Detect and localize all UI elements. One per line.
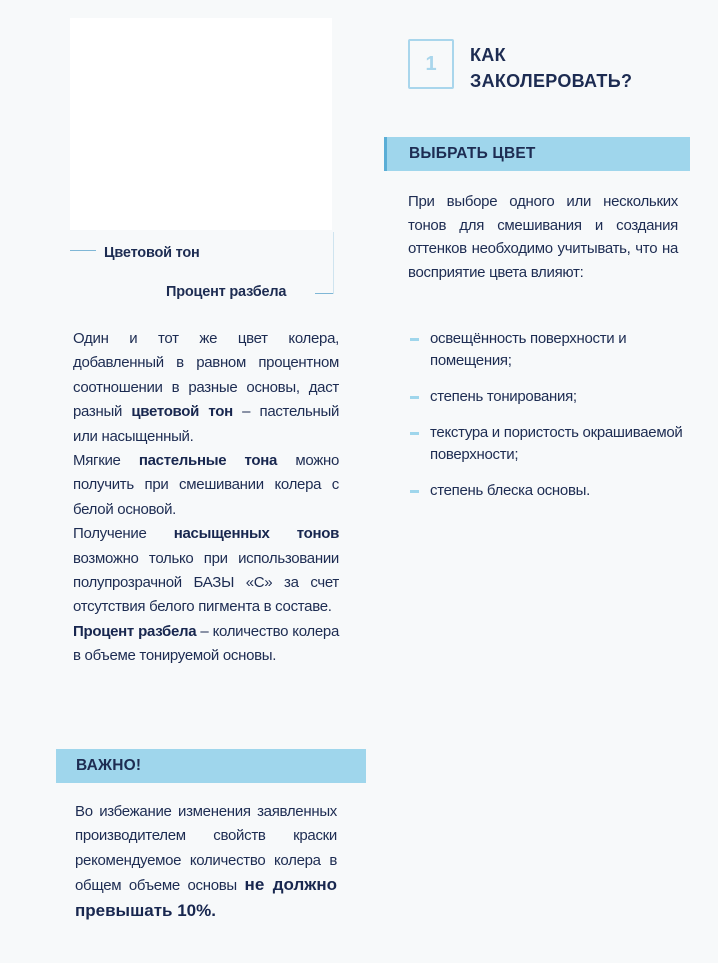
list-item: текстура и пористость окрашиваемой поверхности;	[408, 422, 688, 466]
step-number-box	[408, 39, 454, 89]
paragraph-2: Мягкие пастельные тона можно получить при смешивании колера с белой основой.	[73, 452, 339, 518]
important-bold: не должно превышать 10%.	[75, 875, 337, 920]
callout-line-hue	[70, 250, 96, 251]
list-item: степень блеска основы.	[408, 480, 688, 502]
bullet-marker-icon	[410, 338, 419, 341]
paragraph-3: Получение насыщенных тонов возможно только при использовании полупрозрачной БАЗЫ «С» за счет отсутствия белого пигмента в составе.	[73, 525, 339, 616]
step-title	[470, 42, 632, 94]
paragraph-1: Один и тот же цвет колера, добавленный в равном процентном соотношении в разные основы, даст разный цветовой тон – пастельный или насыщенный.	[73, 330, 340, 445]
select-color-heading-label: ВЫБРАТЬ ЦВЕТ	[409, 145, 536, 162]
callout-vline-tint	[333, 232, 334, 294]
bullet-marker-icon	[410, 490, 419, 493]
step-title-line2: ЗАКОЛЕРОВАТЬ?	[470, 71, 633, 91]
callout-hue: Цветовой тон	[104, 245, 200, 261]
callout-tint-percent: Процент разбела	[166, 284, 287, 300]
select-color-heading	[384, 137, 690, 171]
list-item: освещённость поверхности и помещения;	[408, 328, 688, 372]
influence-factors-list	[408, 328, 688, 516]
select-color-intro: При выборе одного или нескольких тонов для смешивания и создания оттенков необходимо учитывать, что на восприятие цвета влияют:	[408, 193, 678, 281]
list-item: степень тонирования;	[408, 386, 688, 408]
callout-line-tint	[315, 293, 333, 294]
important-text: Во избежание изменения заявленных производителем свойств краски рекомендуемое количество колера в общем объеме основы не должно превышать 10%.	[75, 803, 337, 920]
bullet-marker-icon	[410, 396, 419, 399]
important-heading	[56, 749, 366, 783]
step-number: 1	[425, 52, 437, 75]
step-title-line1: КАК	[470, 45, 506, 65]
paragraph-4: Процент разбела – количество колера в объеме тонируемой основы.	[73, 622, 339, 665]
left-body-text	[73, 327, 339, 669]
important-heading-label: ВАЖНО!	[76, 757, 142, 774]
color-sample-image	[70, 18, 332, 230]
bullet-marker-icon	[410, 432, 419, 435]
